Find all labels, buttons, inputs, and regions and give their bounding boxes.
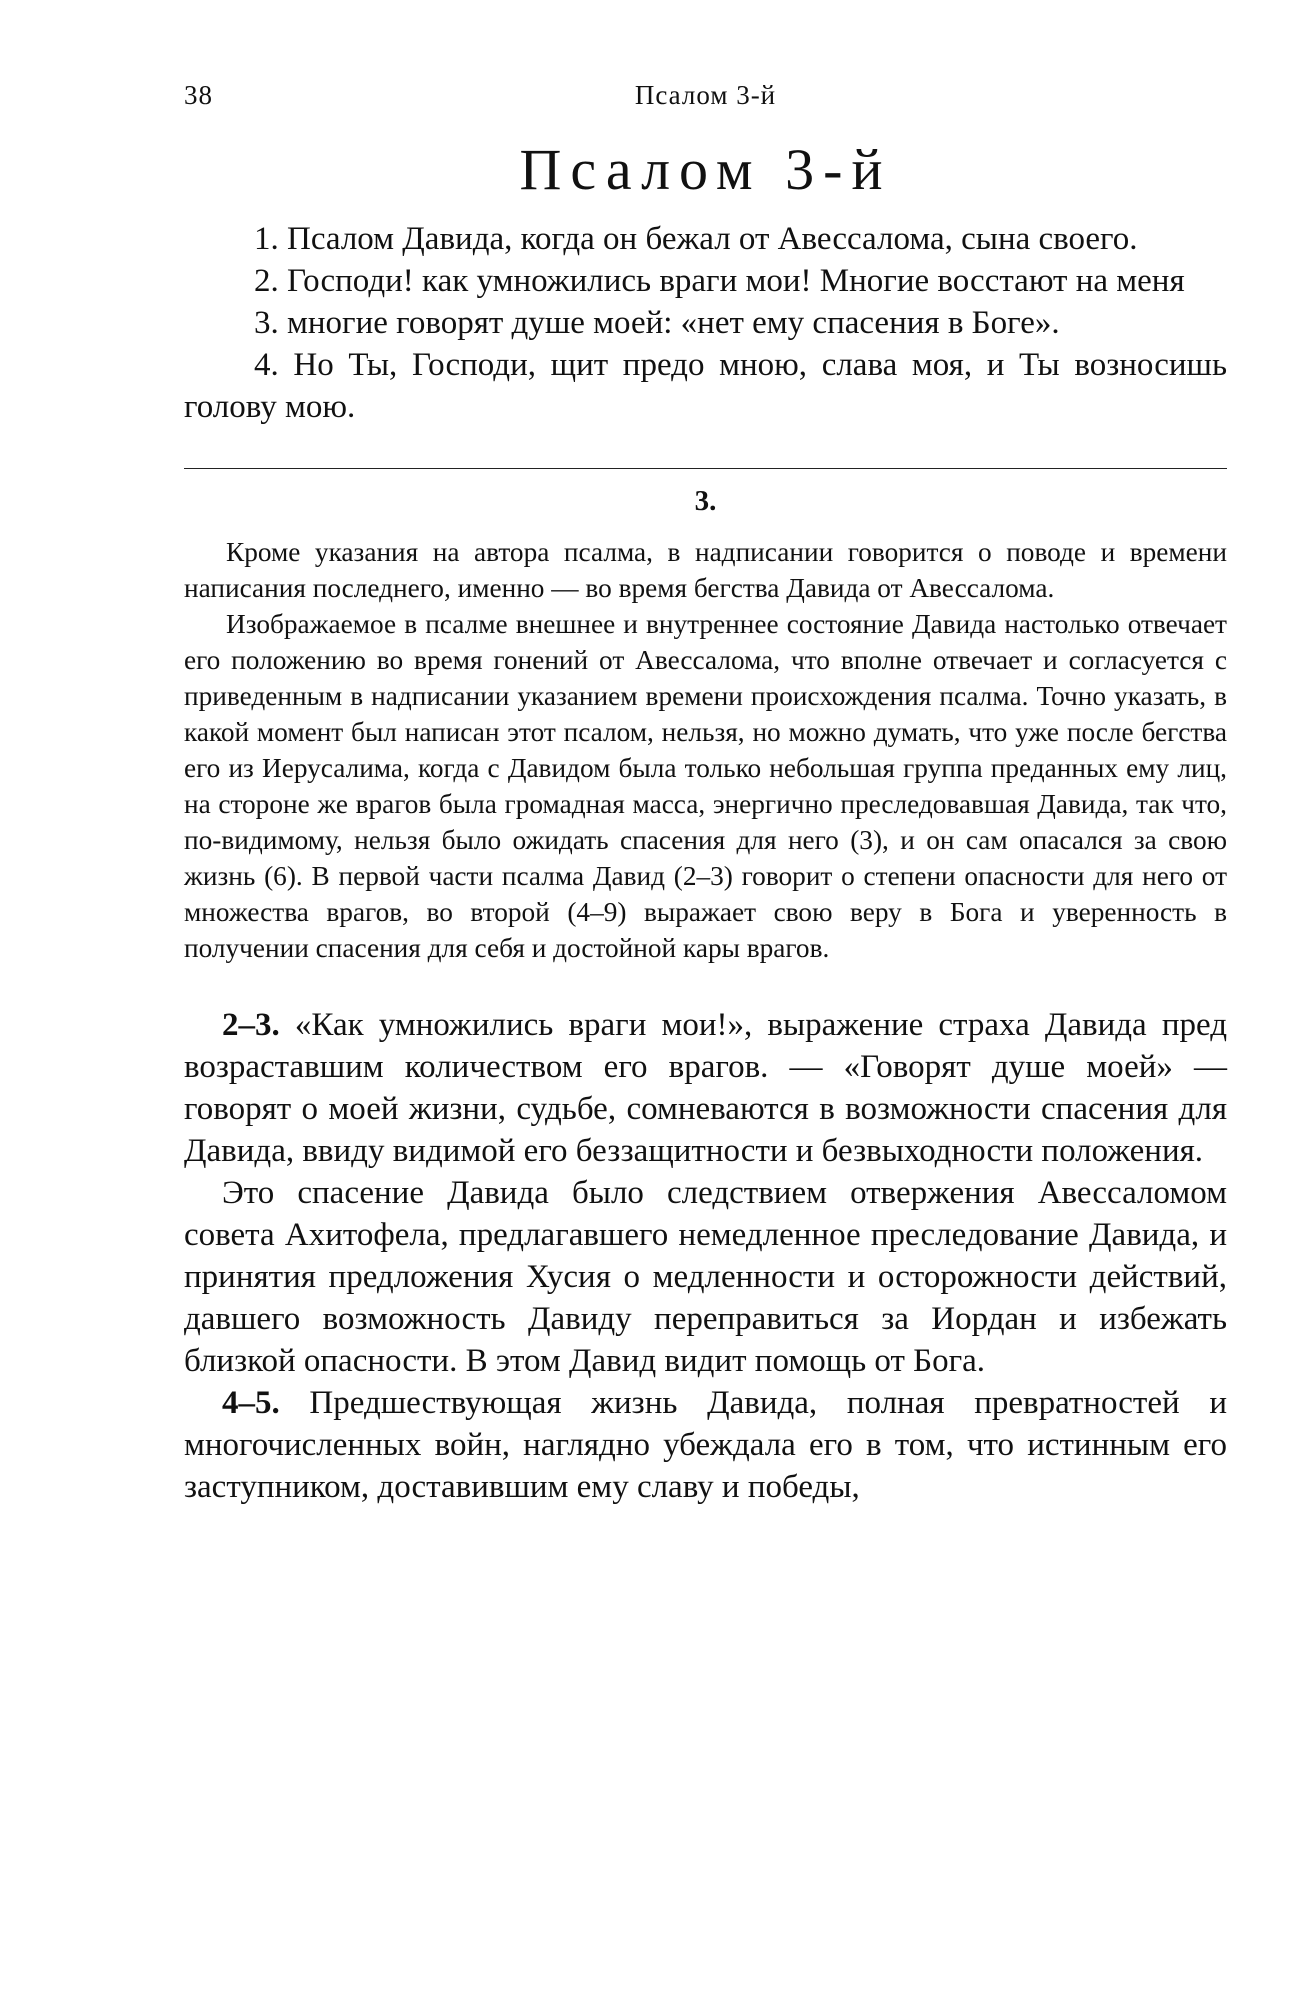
commentary-large — [184, 1004, 1227, 1508]
commentary-paragraph: Кроме указания на автора псалма, в надписании говорится о поводе и времени написания последнего, именно — во время бегства Давида от Авессалома. — [184, 536, 1227, 603]
commentary-paragraph-2-3 — [184, 1004, 1227, 1172]
verse-reference: 2–3. — [222, 1006, 280, 1043]
book-page — [184, 80, 1227, 1508]
commentary-paragraph: Изображаемое в псалме внешнее и внутреннее состояние Давида настолько отвечает его положению во время гонений от Авессалома, что вполне отвечает и согласуется с приведенным в надписании указанием времени происхождения псалма. Точно указать, в какой момент был написан этот псалом, нельзя, но можно думать, что уже после бегства его из Иерусалима, когда с Давидом была только небольшая группа преданных ему лиц, на стороне же врагов была громадная масса, энергично преследовавшая Давида, так что, по-видимому, нельзя было ожидать спасения для него (3), и он сам опасался за свою жизнь (6). В первой части псалма Давид (2–3) говорит о степени опасности для него от множества врагов, во второй (4–9) выражает свою веру в Бога и уверенность в получении спасения для себя и достойной кары врагов. — [184, 608, 1227, 963]
page-number: 38 — [184, 80, 213, 110]
commentary-small — [184, 534, 1227, 966]
commentary-text: «Как умножились враги мои!», выражение страха Давида пред возраставшим количеством его врагов. — «Говорят душе моей» — говорят о моей жизни, судьбе, сомневаются в возможности спасения для Давида, ввиду видимой его беззащитности и безвыходности положения. — [184, 1006, 1227, 1169]
commentary-paragraph-salvation — [184, 1172, 1227, 1382]
psalm-title: Псалом 3-й — [519, 137, 892, 202]
verse-1: 1. Псалом Давида, когда он бежал от Авессалома, сына своего. — [254, 220, 1138, 257]
verse-3: 3. многие говорят душе моей: «нет ему спасения в Боге». — [254, 304, 1060, 341]
commentary-text: Это спасение Давида было следствием отвержения Авессаломом совета Ахитофела, предлагавшего немедленное преследование Давида, и принятия предложения Хусия о медленности и осторожности действий, давшего возможность Давиду переправиться за Иордан и избежать близкой опасности. В этом Давид видит помощь от Бога. — [184, 1174, 1227, 1379]
psalm-verses — [184, 218, 1227, 428]
verse-4: 4. Но Ты, Господи, щит предо мною, слава моя, и Ты возносишь голову мою. — [184, 346, 1227, 425]
running-title: Псалом 3-й — [634, 80, 777, 110]
commentary-paragraph-4-5 — [184, 1382, 1227, 1508]
commentary-heading: 3. — [694, 484, 717, 517]
section-divider — [184, 468, 1227, 469]
commentary-text: Предшествующая жизнь Давида, полная превратностей и многочисленных войн, наглядно убеждала его в том, что истинным его заступником, доставившим ему славу и победы, — [184, 1384, 1227, 1505]
running-header — [184, 80, 1227, 120]
verse-2: 2. Господи! как умножились враги мои! Многие восстают на меня — [254, 262, 1185, 299]
verse-reference: 4–5. — [222, 1384, 280, 1421]
